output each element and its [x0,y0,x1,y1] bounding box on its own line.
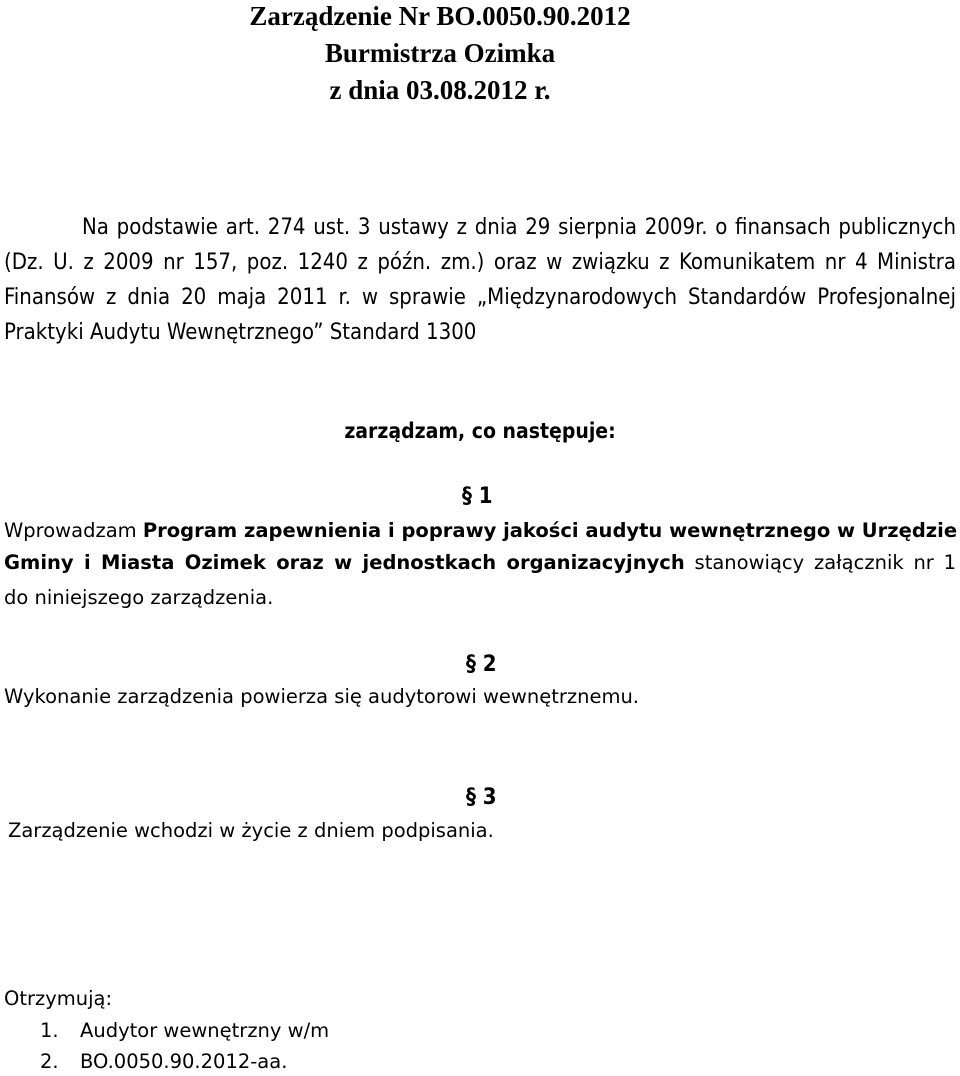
section-symbol: § [466,652,476,677]
program-title-part-1: Program zapewnienia i poprawy jakości audytu wewnętrznego w Urzędzie [142,519,958,542]
recipient-text: BO.0050.90.2012-aa. [80,1050,288,1073]
section-number: 2 [482,652,497,677]
decree-date-title: z dnia 03.08.2012 r. [329,75,551,105]
preamble-line-2: (Dz. U. z 2009 nr 157, poz. 1240 z późn. zm.) oraz w związku z Komunikatem nr 4 Ministra [4,250,956,275]
section-number: 3 [482,785,497,810]
section-1-suffix: stanowiący załącznik nr 1 [694,551,957,574]
section-1-prefix: Wprowadzam [4,519,137,542]
decree-number-title: Zarządzenie Nr BO.0050.90.2012 [249,1,631,31]
section-3-heading [466,784,497,812]
section-1-line-2 [4,549,956,577]
issuer-title: Burmistrza Ozimka [324,38,556,68]
preamble-line-4: Praktyki Audytu Wewnętrznego” Standard 1300 [4,320,477,345]
section-3-text: Zarządzenie wchodzi w życie z dniem podpisania. [8,819,494,842]
preamble-line-1: Na podstawie art. 274 ust. 3 ustawy z dnia 29 sierpnia 2009r. o finansach publicznych [82,215,956,240]
recipient-text: Audytor wewnętrzny w/m [80,1019,330,1042]
section-2-text: Wykonanie zarządzenia powierza się audytorowi wewnętrznemu. [4,685,639,708]
program-title-part-2: Gminy i Miasta Ozimek oraz w jednostkach organizacyjnych [4,551,685,574]
section-symbol: § [462,484,472,509]
section-1-line-1 [4,517,956,545]
section-1-heading [462,483,493,511]
recipient-item [4,1048,287,1076]
section-symbol: § [466,785,476,810]
section-1-line-3: do niniejszego zarządzenia. [4,586,274,609]
recipient-number: 1. [40,1019,59,1042]
section-number: 1 [478,484,493,509]
preamble-line-3: Finansów z dnia 20 maja 2011 r. w sprawie „Międzynarodowych Standardów Profesjonalnej [4,285,956,310]
recipient-item [4,1017,329,1045]
section-2-heading [466,651,497,679]
recipients-label: Otrzymują: [4,987,113,1010]
decree-statement: zarządzam, co następuje: [344,419,616,443]
recipient-number: 2. [40,1050,59,1073]
